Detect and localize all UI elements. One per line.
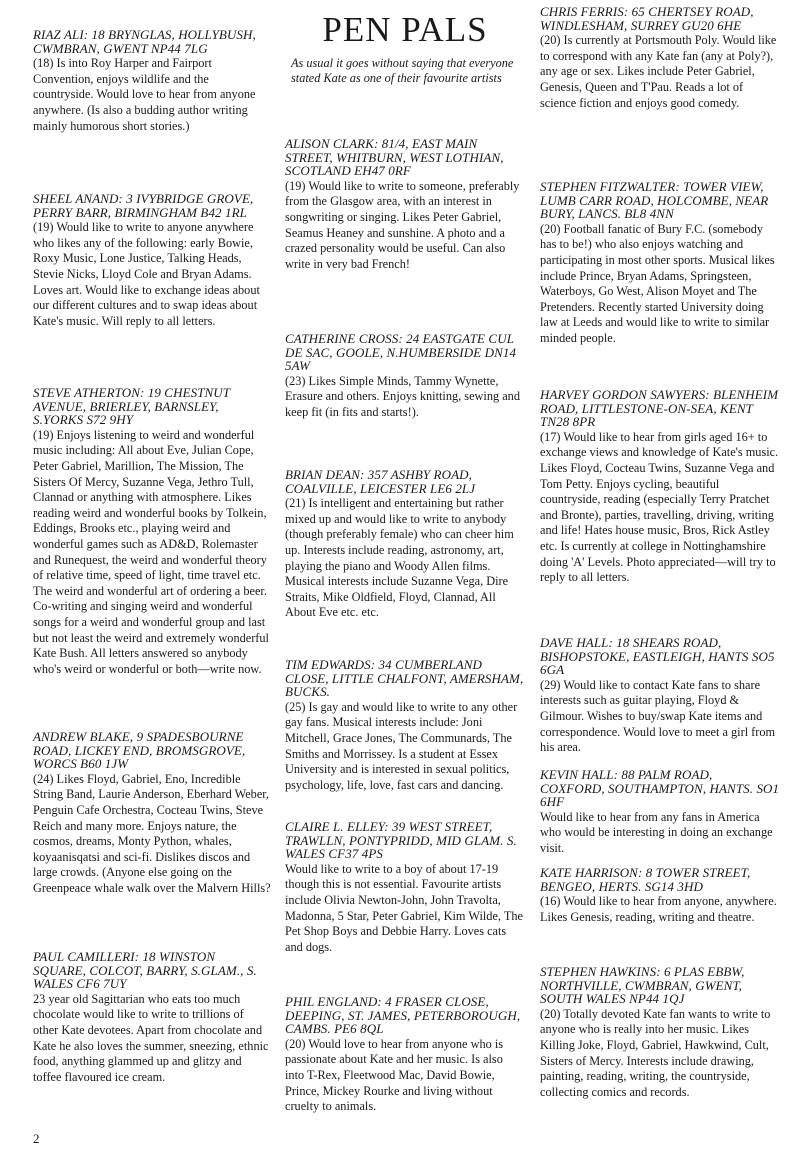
pen-pal-address: STEPHEN FITZWALTER: TOWER VIEW, LUMB CARR ROAD, HOLCOMBE, NEAR BURY, LANCS. BL8 4NN	[540, 179, 769, 222]
pen-pal-entry	[540, 768, 780, 857]
pen-pal-address: PHIL ENGLAND: 4 FRASER CLOSE, DEEPING, ST. JAMES, PETERBOROUGH, CAMBS. PE6 8QL	[285, 994, 521, 1037]
pen-pal-description: (21) Is intelligent and entertaining but rather mixed up and would like to write to anybody (though preferably female) who can cheer him up. Interests include reading, astronomy, art, playing the piano and Woody Allen films. Musical interests include Suzanne Vega, Dire Straits, Mike Oldfield, Floyd, Clannad, All About Eve etc. etc.	[285, 496, 514, 620]
pen-pal-description: 23 year old Sagittarian who eats too much chocolate would like to write to trillions of other Kate devotees. Apart from chocolate and Kate he also loves the summer, sneezing, ethnic food, anything glammed up and glitzy and toffee flavoured ice cream.	[33, 991, 269, 1084]
pen-pal-address: CHRIS FERRIS: 65 CHERTSEY ROAD, WINDLESHAM, SURREY GU20 6HE	[540, 4, 754, 33]
pen-pal-entry	[540, 388, 780, 586]
intro-text: As usual it goes without saying that everyone stated Kate as one of their favourite artists	[291, 56, 514, 86]
pen-pal-entry	[540, 866, 780, 925]
pen-pal-address: TIM EDWARDS: 34 CUMBERLAND CLOSE, LITTLE CHALFONT, AMERSHAM, BUCKS.	[285, 657, 524, 700]
pen-pal-description: (20) Would love to hear from anyone who is passionate about Kate and her music. Is also into T-Rex, Fleetwood Mac, David Bowie, Prince, Mickey Rourke and living without cruelty to animals.	[285, 1036, 504, 1114]
pen-pal-address: HARVEY GORDON SAWYERS: BLENHEIM ROAD, LITTLESTONE-ON-SEA, KENT TN28 8PR	[540, 387, 779, 430]
pen-pal-description: (20) Totally devoted Kate fan wants to write to anyone who is really into her music. Likes Killing Joke, Floyd, Gabriel, Hawkwind, Cult, Sisters of Mercy. Interests include drawing, painting, reading, writing, the countryside, collecting comics and records.	[540, 1006, 771, 1099]
pen-pal-description: (20) Football fanatic of Bury F.C. (somebody has to be!) who also enjoys watching and participating in most other sports. Musical likes include Prince, Bryan Adams, Springsteen, Waterboys, Go West, Alison Moyet and The Pretenders. Recently started University doing law at Leeds and would like to write to similar minded people.	[540, 221, 775, 345]
pen-pal-entry	[540, 965, 780, 1100]
pen-pal-description: (20) Is currently at Portsmouth Poly. Would like to correspond with any Kate fan (any at Poly?), any age or sex. Likes include Peter Gabriel, Genesis, Queen and T'Pau. Reads a lot of science fiction and enjoys good comedy.	[540, 33, 777, 110]
pen-pal-description: (23) Likes Simple Minds, Tammy Wynette, Erasure and others. Enjoys knitting, sewing and keep fit (in fits and starts!).	[285, 373, 520, 419]
pen-pal-address: ANDREW BLAKE, 9 SPADESBOURNE ROAD, LICKEY END, BROMSGROVE, WORCS B60 1JW	[33, 729, 246, 772]
pen-pal-entry	[285, 820, 525, 955]
pen-pal-address: STEPHEN HAWKINS: 6 PLAS EBBW, NORTHVILLE, CWMBRAN, GWENT, SOUTH WALES NP44 1QJ	[540, 964, 745, 1007]
page-title: PEN PALS	[322, 10, 488, 49]
pen-pal-entry	[540, 636, 780, 756]
pen-pal-address: STEVE ATHERTON: 19 CHESTNUT AVENUE, BRIERLEY, BARNSLEY, S.YORKS S72 9HY	[33, 385, 230, 428]
pen-pal-description: (18) Is into Roy Harper and Fairport Convention, enjoys wildlife and the countryside. Would love to hear from anyone anywhere. (Is also a budding author writing mainly humorous short stories.)	[33, 56, 256, 133]
pen-pal-entry	[33, 950, 271, 1085]
pen-pal-entry	[33, 28, 271, 134]
pen-pal-entry	[540, 5, 780, 111]
pen-pal-description: Would like to hear from any fans in America who would be interesting in doing an exchange visit.	[540, 809, 773, 855]
pen-pal-address: BRIAN DEAN: 357 ASHBY ROAD, COALVILLE, LEICESTER LE6 2LJ	[285, 467, 476, 496]
pen-pal-address: KATE HARRISON: 8 TOWER STREET, BENGEO, HERTS. SG14 3HD	[540, 865, 751, 894]
pen-pal-description: (17) Would like to hear from girls aged 16+ to exchange views and knowledge of Kate's music. Likes Floyd, Cocteau Twins, Suzanne Vega and Tom Petty. Enjoys cycling, beautiful countryside, reading (especially Terry Pratchet and Bronte), parties, travelling, driving, writing and life! Hates house music, Bros, Rick Astley etc. Is currently at college in Nottinghamshire doing 'A' Levels. Photo appreciated—will try to reply to all letters.	[540, 429, 779, 585]
pen-pal-address: DAVE HALL: 18 SHEARS ROAD, BISHOPSTOKE, EASTLEIGH, HANTS SO5 6GA	[540, 635, 775, 678]
pen-pal-description: Would like to write to a boy of about 17-19 though this is not essential. Favourite artists include Olivia Newton-John, John Travolta, Madonna, 5 Star, Peter Gabriel, Kim Wilde, The Pet Shop Boys and Debbie Harry. Loves cats and dogs.	[285, 861, 523, 954]
pen-pal-entry	[33, 386, 271, 677]
page-number: 2	[33, 1131, 40, 1146]
pen-pal-address: PAUL CAMILLERI: 18 WINSTON SQUARE, COLCOT, BARRY, S.GLAM., S. WALES CF6 7UY	[33, 949, 257, 992]
pen-pal-address: KEVIN HALL: 88 PALM ROAD, COXFORD, SOUTHAMPTON, HANTS. SO1 6HF	[540, 767, 780, 810]
pen-pal-entry	[33, 730, 271, 897]
pen-pal-entry	[540, 180, 780, 347]
pen-pal-description: (29) Would like to contact Kate fans to share interests such as guitar playing, Floyd & Gilmour. Wishes to buy/swap Kate items and correspondence. Would love to meet a girl from his area.	[540, 677, 776, 755]
pen-pal-address: CLAIRE L. ELLEY: 39 WEST STREET, TRAWLLN, PONTYPRIDD, MID GLAM. S. WALES CF37 4PS	[285, 819, 517, 862]
pen-pal-description: (19) Would like to write to someone, preferably from the Glasgow area, with an interest in songwriting or singing. Likes Peter Gabriel, Seamus Heaney and sunshine. A photo and a crazed personality would be useful. Can also write in very bad French!	[285, 178, 520, 271]
pen-pal-entry	[285, 995, 525, 1115]
pen-pal-entry	[285, 468, 525, 621]
pen-pal-address: RIAZ ALI: 18 BRYNGLAS, HOLLYBUSH, CWMBRAN, GWENT NP44 7LG	[33, 27, 256, 56]
pen-pal-description: (16) Would like to hear from anyone, anywhere. Likes Genesis, reading, writing and theatre.	[540, 894, 777, 924]
pen-pal-description: (19) Enjoys listening to weird and wonderful music including: All about Eve, Julian Cope, Peter Gabriel, Marillion, The Mission, The Sisters Of Mercy, Suzanne Vega, Jethro Tull, Clannad or anything with atmosphere. Likes reading weird and wonderful books by Tolkein, Eddings, Brooks etc., playing weird and wonderful games such as AD&D, Rolemaster and Runequest, the weird and wonderful theory of relative time, speed of light, time travel etc. The weird and wonderful art of ordering a beer. Co-writing and singing weird and wonderful songs for a weird and wonderful group and last but not least the weird and extremely wonderful Kate Bush. All letters answered so anybody who's weird or wonderful or both—write now.	[33, 427, 269, 676]
pen-pal-entry	[285, 137, 525, 272]
pen-pal-description: (19) Would like to write to anyone anywhere who likes any of the following: early Bowie, Roxy Music, Lone Justice, Talking Heads, Stevie Nicks, Lloyd Cole and Bryan Adams. Loves art. Would like to exchange ideas about our different cultures and to swap ideas about Kate's music. Will reply to all letters.	[33, 220, 260, 328]
pen-pal-entry	[285, 332, 525, 421]
pen-pal-entry	[33, 192, 271, 329]
pen-pal-address: ALISON CLARK: 81/4, EAST MAIN STREET, WHITBURN, WEST LOTHIAN, SCOTLAND EH47 0RF	[285, 136, 504, 179]
pen-pal-description: (25) Is gay and would like to write to any other gay fans. Musical interests include: Joni Mitchell, Grace Jones, The Communards, The Smiths and Morrissey. Is a student at Essex University and is interested in sexual politics, psychology, life, love, fast cars and dancing.	[285, 699, 518, 792]
pen-pal-address: SHEEL ANAND: 3 IVYBRIDGE GROVE, PERRY BARR, BIRMINGHAM B42 1RL	[33, 191, 254, 220]
pen-pal-description: (24) Likes Floyd, Gabriel, Eno, Incredible String Band, Laurie Anderson, Eberhard Weber, Penguin Cafe Orchestra, Cocteau Twins, Steve Reich and many more. Enjoys nature, the cosmos, dreams, Monty Python, whales, koyaanisqatsi and sci-fi. Dislikes discos and large crowds. (Anyone else going on the Greenpeace whale walk over the Malvern Hills?	[33, 771, 271, 895]
pen-pal-address: CATHERINE CROSS: 24 EASTGATE CUL DE SAC, GOOLE, N.HUMBERSIDE DN14 5AW	[285, 331, 517, 374]
pen-pal-entry	[285, 658, 525, 793]
